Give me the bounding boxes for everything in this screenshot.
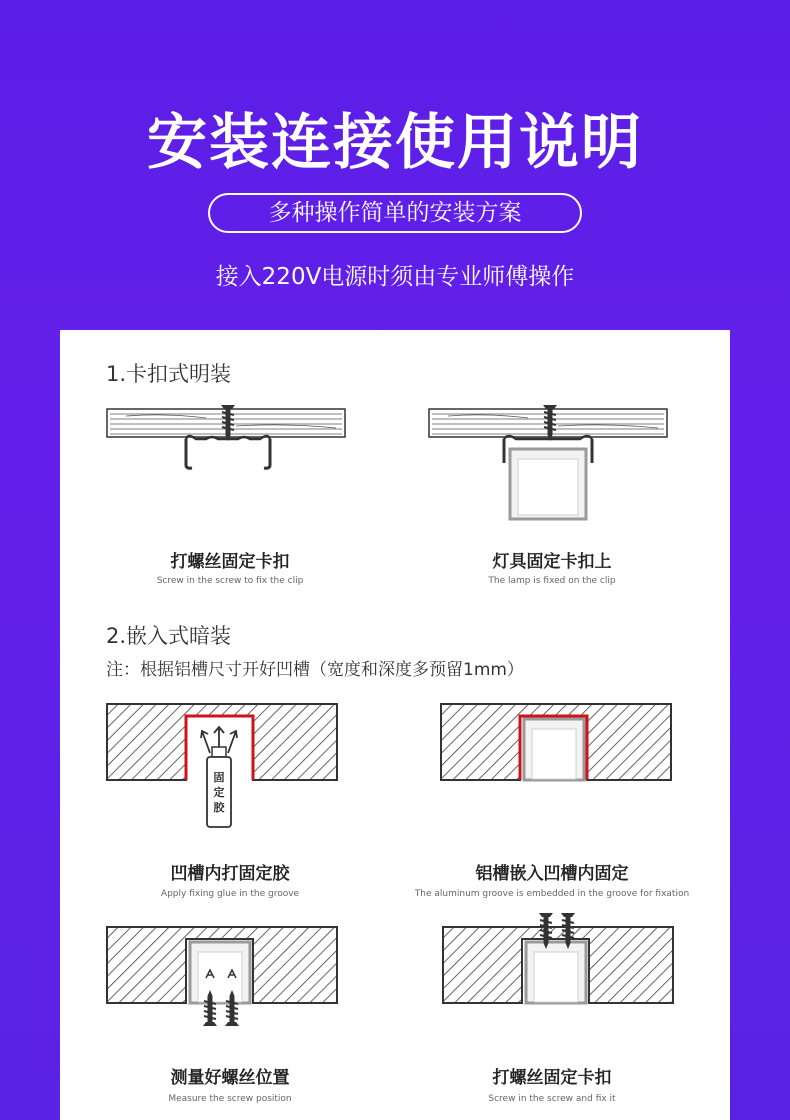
step-4-caption: 铝槽嵌入凹槽内固定	[475, 864, 629, 884]
step-5-caption-en: Measure the screw position	[168, 1094, 292, 1104]
screw-fix-diagram	[442, 913, 674, 1005]
step-3-caption-en: Apply fixing glue in the groove	[160, 889, 300, 899]
page-title: 安装连接使用说明	[147, 108, 643, 178]
step-6-caption-en: Screw in the screw and fix it	[488, 1094, 616, 1104]
lamp-on-clip-diagram	[428, 405, 668, 525]
clip-screw-diagram	[106, 405, 346, 480]
instruction-card	[60, 330, 730, 1120]
subtitle-pill: 多种操作简单的安装方案	[208, 193, 582, 233]
safety-note: 接入220V电源时须由专业师傅操作	[215, 264, 575, 290]
glue-label-2: 定	[213, 786, 225, 799]
step-3-caption: 凹槽内打固定胶	[170, 864, 290, 884]
groove-embedded-diagram	[440, 703, 672, 783]
step-6-caption: 打螺丝固定卡扣	[492, 1068, 612, 1088]
glue-label-3: 胶	[213, 801, 225, 814]
groove-note: 注：根据铝槽尺寸开好凹槽（宽度和深度多预留1mm）	[106, 660, 524, 680]
step-1-caption-en: Screw in the screw to fix the clip	[156, 576, 304, 586]
section-1-title: 1.卡扣式明装	[106, 362, 232, 386]
step-2-caption: 灯具固定卡扣上	[492, 552, 612, 572]
glue-label-1: 固	[213, 771, 225, 784]
section-2-title: 2.嵌入式暗装	[106, 624, 232, 648]
step-1-caption: 打螺丝固定卡扣	[170, 552, 290, 572]
step-2-caption-en: The lamp is fixed on the clip	[488, 576, 616, 586]
glue-in-groove-diagram	[106, 703, 338, 833]
step-4-caption-en: The aluminum groove is embedded in the groove for fixation	[414, 889, 690, 899]
step-5-caption: 测量好螺丝位置	[170, 1068, 290, 1088]
measure-screw-diagram	[106, 926, 338, 1036]
